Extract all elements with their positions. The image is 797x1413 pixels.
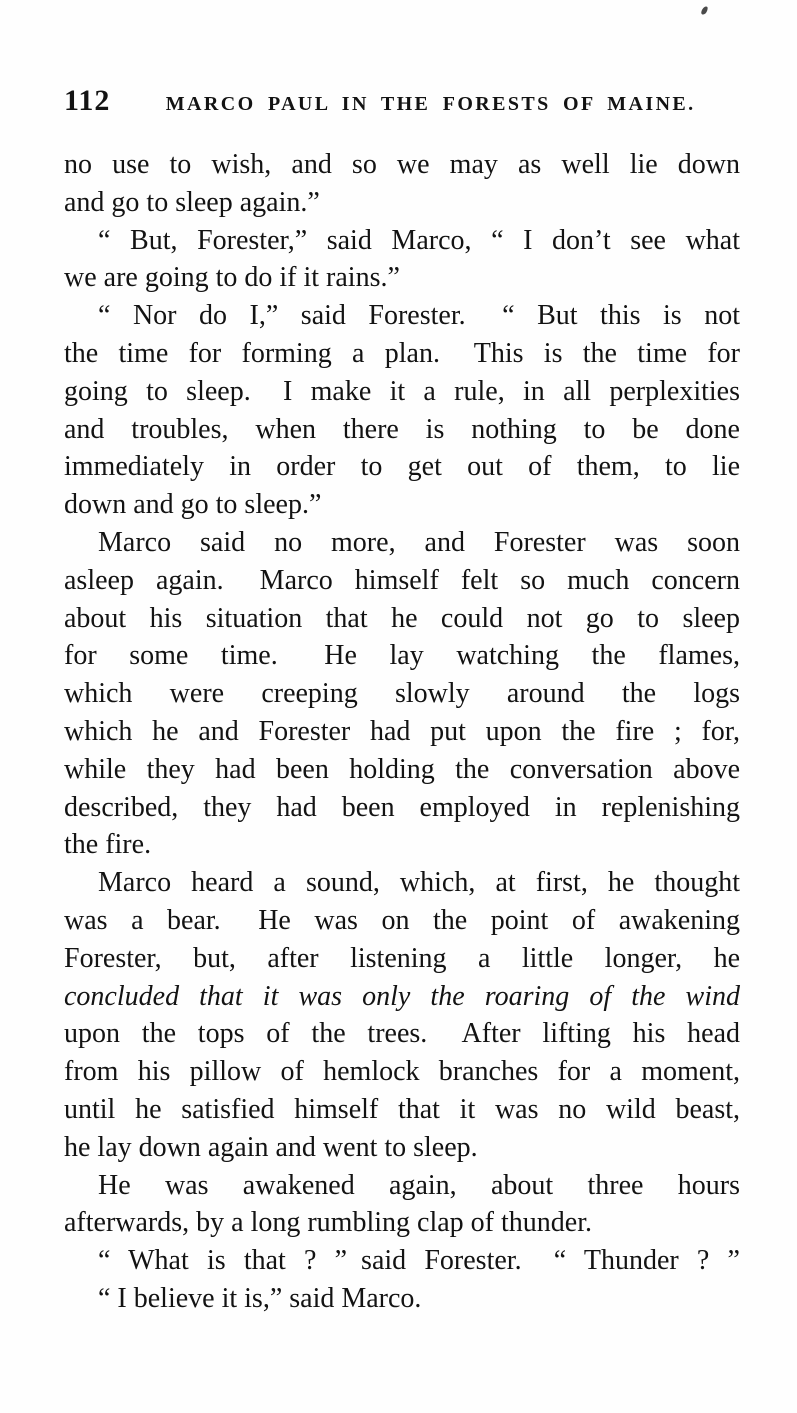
paragraph — [64, 864, 740, 1166]
text-line: while they had been holding the conversation above — [64, 753, 740, 785]
text-line: from his pillow of hemlock branches for a moment, — [64, 1056, 740, 1088]
text-line: the fire. — [64, 829, 152, 861]
text-line: going to sleep. I make it a rule, in all perplexities — [64, 375, 740, 407]
text-line: Forester, but, after listening a little longer, he — [64, 942, 740, 974]
text-line: Marco said no more, and Forester was soon — [98, 526, 740, 558]
ink-speck — [700, 5, 709, 15]
page-header — [64, 84, 741, 118]
text-line: the time for forming a plan. This is the time for — [64, 337, 740, 369]
paragraph — [64, 297, 740, 524]
text-line: was a bear. He was on the point of awakening — [64, 904, 740, 936]
text-line: until he satisfied himself that it was no wild beast, — [64, 1093, 740, 1125]
text-line: upon the tops of the trees. After lifting his head — [64, 1018, 740, 1050]
page-number: 112 — [64, 84, 111, 117]
running-title: MARCO PAUL IN THE FORESTS OF MAINE. — [165, 93, 696, 115]
text-line: he lay down again and went to sleep. — [64, 1131, 478, 1163]
text-line: which were creeping slowly around the logs — [64, 678, 740, 710]
paragraph — [64, 222, 740, 298]
text-line: He was awakened again, about three hours — [98, 1169, 740, 1201]
paragraph — [64, 1167, 740, 1243]
text-line: which he and Forester had put upon the fire ; for, — [64, 715, 740, 747]
text-line: and go to sleep again.” — [64, 186, 320, 218]
text-line: “ Nor do I,” said Forester. “ But this is not — [98, 300, 740, 332]
text-line: Marco heard a sound, which, at first, he thought — [98, 867, 740, 899]
text-line: no use to wish, and so we may as well lie down — [64, 149, 740, 180]
text-line: afterwards, by a long rumbling clap of thunder. — [64, 1207, 592, 1239]
text-line: immediately in order to get out of them, to lie — [64, 451, 740, 483]
paragraph — [64, 1242, 740, 1280]
text-line: for some time. He lay watching the flames, — [64, 640, 740, 672]
text-line: down and go to sleep.” — [64, 489, 322, 521]
text-line: asleep again. Marco himself felt so much concern — [64, 564, 740, 596]
text-line: “ But, Forester,” said Marco, “ I don’t see what — [98, 224, 740, 256]
paragraph — [64, 524, 740, 864]
text-line: about his situation that he could not go to sleep — [64, 602, 740, 634]
paragraph — [64, 1280, 740, 1318]
text-line: we are going to do if it rains.” — [64, 262, 400, 294]
text-line: concluded that it was only the roaring of the wind — [64, 980, 740, 1012]
text-line: “ I believe it is,” said Marco. — [98, 1282, 422, 1314]
text-line: and troubles, when there is nothing to be done — [64, 413, 740, 445]
text-line: described, they had been employed in replenishing — [64, 791, 740, 823]
page-text — [64, 146, 740, 1318]
text-line: “ What is that ? ” said Forester. “ Thunder ? ” — [98, 1245, 740, 1277]
paragraph — [64, 146, 740, 222]
